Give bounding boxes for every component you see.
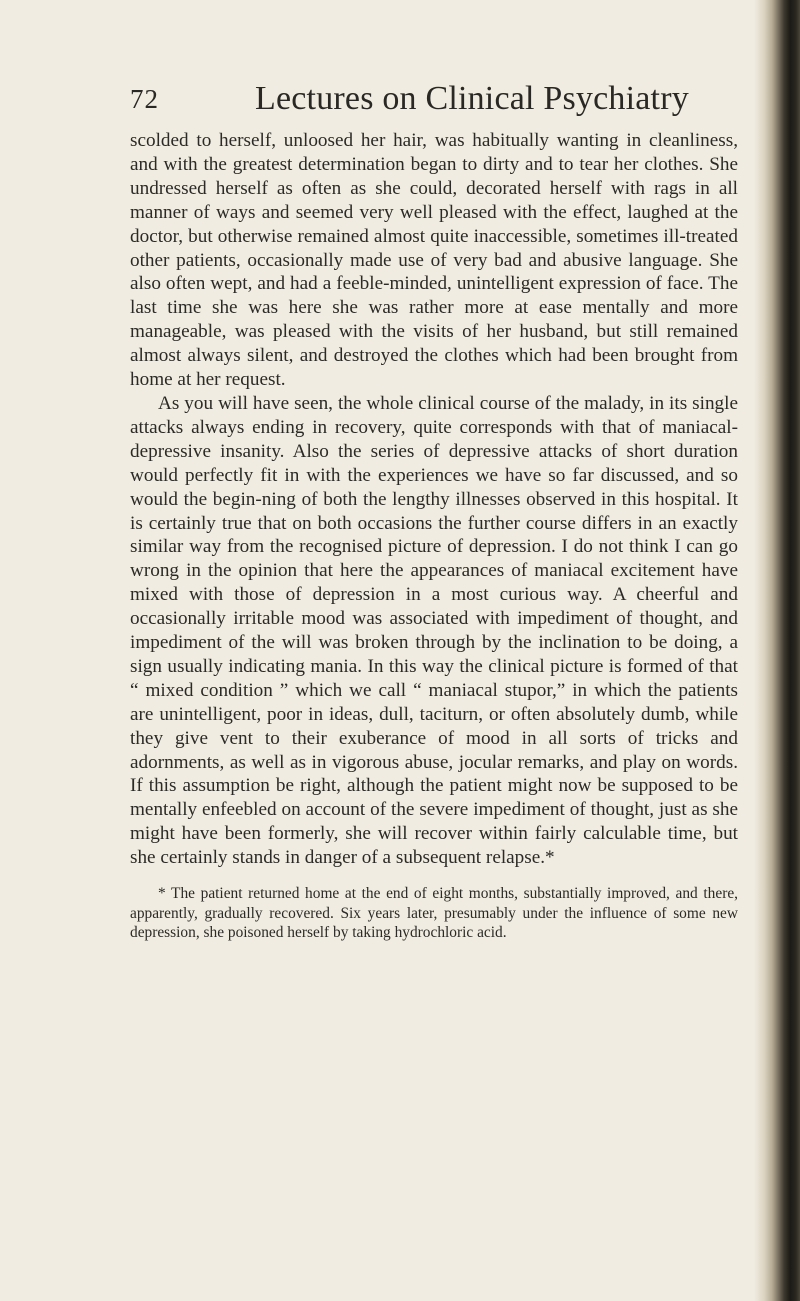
body-text <box>130 129 738 870</box>
page-number: 72 <box>130 84 159 114</box>
running-title: Lectures on Clinical Psychiatry <box>255 80 689 117</box>
paragraph: As you will have seen, the whole clinical course of the malady, in its single attacks always ending in recovery, quite corresponds with that of maniacal-depressive insanity. Also the series of depressive attacks of short duration would perfectly fit in with the experiences we have so far discussed, and so would the begin-ning of both the lengthy illnesses observed in this hospital. It is certainly true that on both occasions the further course differs in an exactly similar way from the recognised picture of depression. I do not think I can go wrong in the opinion that here the appearances of maniacal excitement have mixed with those of depression in a most curious way. A cheerful and occasionally irritable mood was associated with impediment of thought, and impediment of the will was broken through by the inclination to be doing, a sign usually indicating mania. In this way the clinical picture is formed of that “ mixed condition ” which we call “ maniacal stupor,” in which the patients are unintelligent, poor in ideas, dull, taciturn, or often absolutely dumb, while they give vent to their exuberance of mood in all sorts of tricks and adornments, as well as in vigorous abuse, jocular remarks, and play on words. If this assumption be right, although the patient might now be supposed to be mentally enfeebled on account of the severe impediment of thought, just as she might have been formerly, she will recover within fairly calculable time, but she certainly stands in danger of a subsequent relapse.* <box>130 392 738 869</box>
footnote: * The patient returned home at the end of eight months, substantially improved, and there, apparently, gradually recovered. Six years later, presumably under the influence of some new depression, she poisoned herself by taking hydrochloric acid. <box>130 885 738 942</box>
running-head <box>130 80 740 124</box>
paragraph-continued: scolded to herself, unloosed her hair, was habitually wanting in cleanliness, and with the greatest determination began to dirty and to tear her clothes. She undressed herself as often as she could, decorated herself with rags in all manner of ways and seemed very well pleased with the effect, laughed at the doctor, but otherwise remained almost quite inaccessible, sometimes ill-treated other patients, occasionally made use of very bad and abusive language. She also often wept, and had a feeble-minded, unintelligent expression of face. The last time she was here she was rather more at ease mentally and more manageable, was pleased with the visits of her husband, but still remained almost always silent, and destroyed the clothes which had been brought from home at her request. <box>130 130 738 391</box>
text-block <box>130 129 738 943</box>
page-edge-shadow <box>754 0 800 1301</box>
